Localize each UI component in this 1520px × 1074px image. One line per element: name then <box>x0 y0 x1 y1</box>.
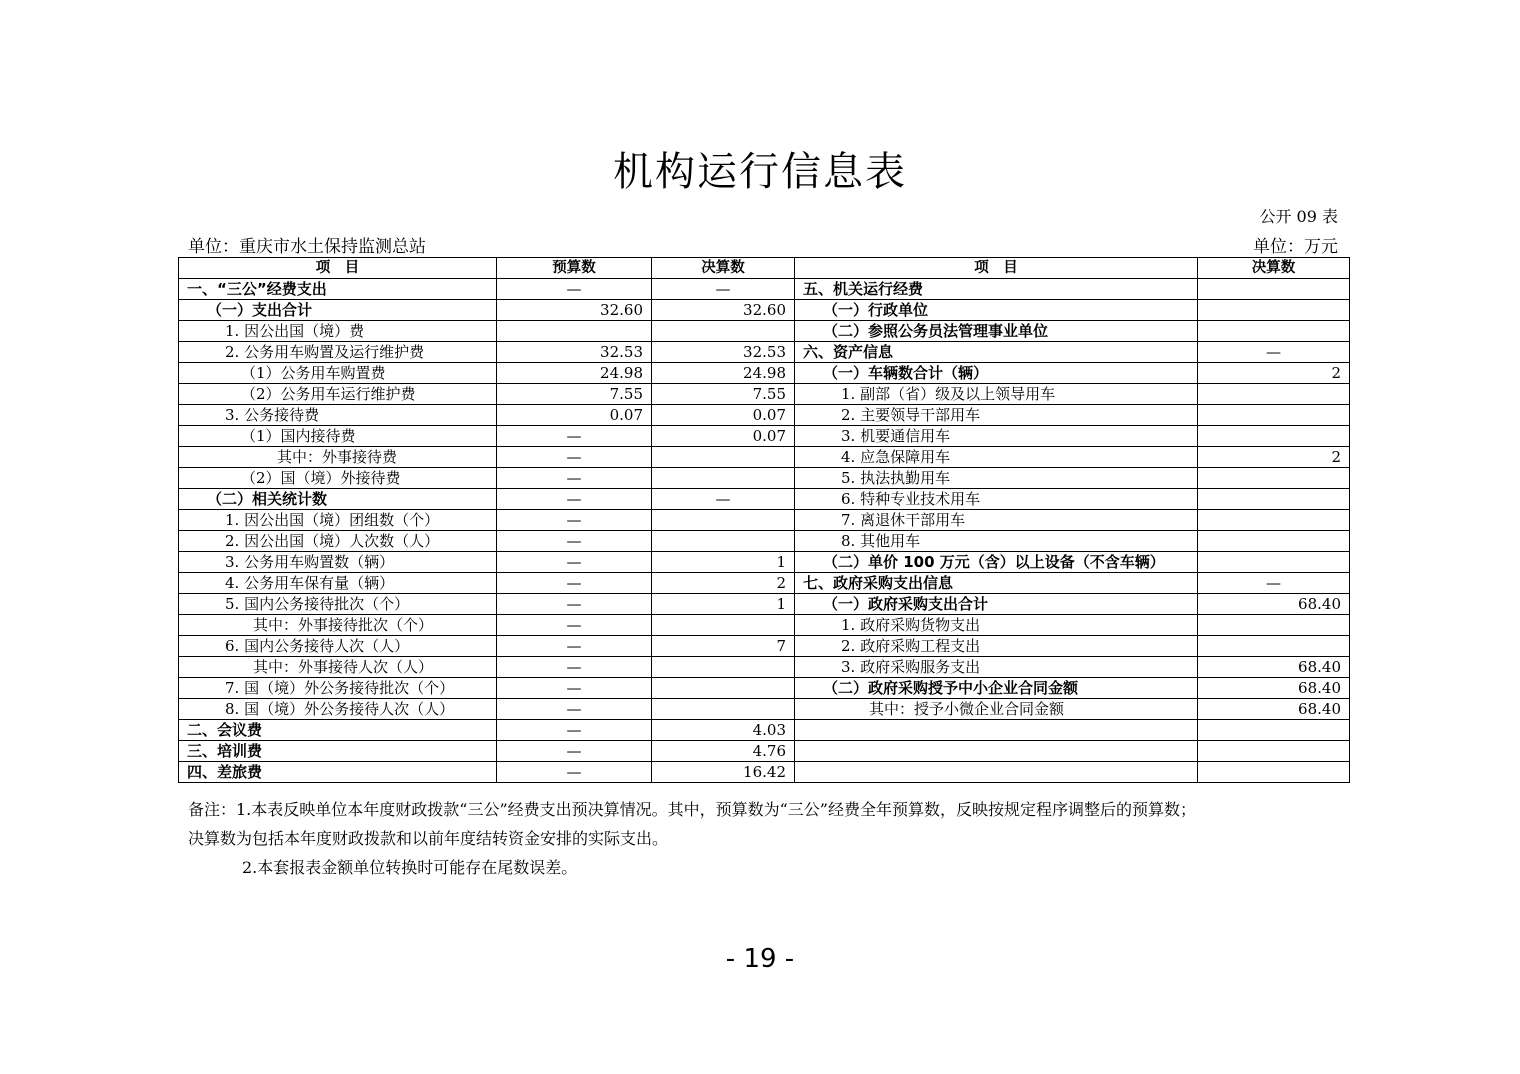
table-row <box>179 636 1350 657</box>
row-label: 2. 因公出国（境）人次数（人） <box>179 531 497 552</box>
final-cell <box>652 321 795 342</box>
right-row-label: （二）参照公务员法管理事业单位 <box>795 321 1198 342</box>
budget-cell: — <box>497 657 652 678</box>
row-label: （1）公务用车购置费 <box>179 363 497 384</box>
right-row-label: （一）行政单位 <box>795 300 1198 321</box>
budget-cell: — <box>497 720 652 741</box>
right-final-cell: 68.40 <box>1198 594 1350 615</box>
budget-cell: — <box>497 699 652 720</box>
right-row-label: 2. 主要领导干部用车 <box>795 405 1198 426</box>
right-final-cell: 68.40 <box>1198 678 1350 699</box>
final-cell <box>652 699 795 720</box>
right-final-cell <box>1198 384 1350 405</box>
right-row-label: 七、政府采购支出信息 <box>795 573 1198 594</box>
budget-cell: — <box>497 468 652 489</box>
row-label: 二、会议费 <box>179 720 497 741</box>
table-row <box>179 363 1350 384</box>
table-row <box>179 657 1350 678</box>
row-label: （2）公务用车运行维护费 <box>179 384 497 405</box>
table-row <box>179 615 1350 636</box>
row-label: 三、培训费 <box>179 741 497 762</box>
table-row <box>179 573 1350 594</box>
right-final-cell <box>1198 615 1350 636</box>
right-row-label: 3. 机要通信用车 <box>795 426 1198 447</box>
right-row-label: 六、资产信息 <box>795 342 1198 363</box>
row-label: 5. 国内公务接待批次（个） <box>179 594 497 615</box>
budget-cell: — <box>497 741 652 762</box>
budget-cell: — <box>497 615 652 636</box>
table-row <box>179 342 1350 363</box>
final-cell: — <box>652 489 795 510</box>
right-final-cell <box>1198 300 1350 321</box>
row-label: （二）相关统计数 <box>179 489 497 510</box>
form-number: 公开 09 表 <box>1259 207 1338 226</box>
table-row <box>179 720 1350 741</box>
budget-cell: 0.07 <box>497 405 652 426</box>
right-final-cell <box>1198 531 1350 552</box>
right-final-cell <box>1198 321 1350 342</box>
budget-cell: 24.98 <box>497 363 652 384</box>
row-label: 8. 国（境）外公务接待人次（人） <box>179 699 497 720</box>
table-row <box>179 468 1350 489</box>
row-label: 6. 国内公务接待人次（人） <box>179 636 497 657</box>
right-final-cell: — <box>1198 342 1350 363</box>
row-label: （一）支出合计 <box>179 300 497 321</box>
budget-cell: — <box>497 447 652 468</box>
table-notes <box>188 795 1348 882</box>
budget-cell: — <box>497 531 652 552</box>
budget-cell: — <box>497 678 652 699</box>
final-cell <box>652 678 795 699</box>
row-label: 其中：外事接待人次（人） <box>179 657 497 678</box>
right-final-cell: 68.40 <box>1198 657 1350 678</box>
table-row <box>179 741 1350 762</box>
table-row <box>179 405 1350 426</box>
final-cell: 32.53 <box>652 342 795 363</box>
final-cell <box>652 468 795 489</box>
final-cell: 2 <box>652 573 795 594</box>
right-final-cell <box>1198 762 1350 783</box>
budget-cell: 32.53 <box>497 342 652 363</box>
table-row <box>179 594 1350 615</box>
right-final-cell: 68.40 <box>1198 699 1350 720</box>
table-row <box>179 447 1350 468</box>
right-row-label: 4. 应急保障用车 <box>795 447 1198 468</box>
note-line: 2.本套报表金额单位转换时可能存在尾数误差。 <box>242 858 578 877</box>
final-cell: 4.03 <box>652 720 795 741</box>
right-row-label: （一）政府采购支出合计 <box>795 594 1198 615</box>
budget-cell: — <box>497 510 652 531</box>
header-item: 项 目 <box>179 258 497 279</box>
note-line: 决算数为包括本年度财政拨款和以前年度结转资金安排的实际支出。 <box>188 829 669 848</box>
final-cell: 16.42 <box>652 762 795 783</box>
row-label: （2）国（境）外接待费 <box>179 468 497 489</box>
table-row <box>179 699 1350 720</box>
budget-cell <box>497 321 652 342</box>
right-row-label: 1. 副部（省）级及以上领导用车 <box>795 384 1198 405</box>
budget-cell: — <box>497 762 652 783</box>
page-number: - 19 - <box>725 944 795 974</box>
budget-cell: — <box>497 426 652 447</box>
row-label: 4. 公务用车保有量（辆） <box>179 573 497 594</box>
row-label: 7. 国（境）外公务接待批次（个） <box>179 678 497 699</box>
right-final-cell <box>1198 510 1350 531</box>
right-final-cell: — <box>1198 573 1350 594</box>
row-label: 其中：外事接待费 <box>179 447 497 468</box>
right-row-label: 五、机关运行经费 <box>795 279 1198 300</box>
right-final-cell <box>1198 720 1350 741</box>
right-final-cell <box>1198 636 1350 657</box>
right-row-label: （二）政府采购授予中小企业合同金额 <box>795 678 1198 699</box>
right-row-label: 6. 特种专业技术用车 <box>795 489 1198 510</box>
info-table <box>178 257 1350 783</box>
right-row-label <box>795 741 1198 762</box>
right-row-label <box>795 762 1198 783</box>
header-item-right: 项 目 <box>795 258 1198 279</box>
note-line: 备注：1.本表反映单位本年度财政拨款“三公”经费支出预决算情况。其中，预算数为“三公”经费全年预算数，反映按规定程序调整后的预算数； <box>188 800 1196 819</box>
row-label: 1. 因公出国（境）费 <box>179 321 497 342</box>
table-row <box>179 678 1350 699</box>
final-cell: 7 <box>652 636 795 657</box>
right-row-label: 3. 政府采购服务支出 <box>795 657 1198 678</box>
row-label: 一、“三公”经费支出 <box>179 279 497 300</box>
table-row <box>179 300 1350 321</box>
final-cell: 0.07 <box>652 405 795 426</box>
row-label: （1）国内接待费 <box>179 426 497 447</box>
table-row <box>179 384 1350 405</box>
final-cell: 32.60 <box>652 300 795 321</box>
right-final-cell: 2 <box>1198 363 1350 384</box>
final-cell <box>652 657 795 678</box>
table-row <box>179 762 1350 783</box>
row-label: 3. 公务接待费 <box>179 405 497 426</box>
final-cell: 24.98 <box>652 363 795 384</box>
table-row <box>179 321 1350 342</box>
budget-cell: — <box>497 489 652 510</box>
budget-cell: — <box>497 636 652 657</box>
right-row-label: （一）车辆数合计（辆） <box>795 363 1198 384</box>
row-label: 2. 公务用车购置及运行维护费 <box>179 342 497 363</box>
budget-cell: — <box>497 594 652 615</box>
row-label: 四、差旅费 <box>179 762 497 783</box>
header-final: 决算数 <box>652 258 795 279</box>
table-row <box>179 510 1350 531</box>
right-row-label: 其中：授予小微企业合同金额 <box>795 699 1198 720</box>
budget-cell: 32.60 <box>497 300 652 321</box>
final-cell <box>652 447 795 468</box>
right-final-cell <box>1198 489 1350 510</box>
row-label: 其中：外事接待批次（个） <box>179 615 497 636</box>
budget-cell: — <box>497 279 652 300</box>
right-row-label: （二）单价 100 万元（含）以上设备（不含车辆） <box>795 552 1198 573</box>
right-row-label: 2. 政府采购工程支出 <box>795 636 1198 657</box>
final-cell <box>652 615 795 636</box>
budget-cell: — <box>497 552 652 573</box>
final-cell: 1 <box>652 594 795 615</box>
right-final-cell <box>1198 426 1350 447</box>
right-row-label: 1. 政府采购货物支出 <box>795 615 1198 636</box>
right-row-label: 8. 其他用车 <box>795 531 1198 552</box>
reporting-unit: 单位：重庆市水土保持监测总站 <box>188 237 426 257</box>
right-final-cell <box>1198 468 1350 489</box>
currency-unit: 单位：万元 <box>1253 237 1338 257</box>
final-cell <box>652 510 795 531</box>
row-label: 3. 公务用车购置数（辆） <box>179 552 497 573</box>
budget-cell: 7.55 <box>497 384 652 405</box>
budget-cell: — <box>497 573 652 594</box>
final-cell: 4.76 <box>652 741 795 762</box>
final-cell: — <box>652 279 795 300</box>
final-cell: 1 <box>652 552 795 573</box>
right-final-cell <box>1198 741 1350 762</box>
right-row-label <box>795 720 1198 741</box>
right-final-cell <box>1198 279 1350 300</box>
header-final-right: 决算数 <box>1198 258 1350 279</box>
final-cell: 0.07 <box>652 426 795 447</box>
table-row <box>179 489 1350 510</box>
final-cell <box>652 531 795 552</box>
table-row <box>179 531 1350 552</box>
right-row-label: 5. 执法执勤用车 <box>795 468 1198 489</box>
final-cell: 7.55 <box>652 384 795 405</box>
table-header-row <box>179 258 1350 279</box>
table-row <box>179 426 1350 447</box>
right-final-cell <box>1198 405 1350 426</box>
table-row <box>179 552 1350 573</box>
right-row-label: 7. 离退休干部用车 <box>795 510 1198 531</box>
header-budget: 预算数 <box>497 258 652 279</box>
right-final-cell <box>1198 552 1350 573</box>
right-final-cell: 2 <box>1198 447 1350 468</box>
page-title: 机构运行信息表 <box>613 149 907 195</box>
row-label: 1. 因公出国（境）团组数（个） <box>179 510 497 531</box>
table-row <box>179 279 1350 300</box>
